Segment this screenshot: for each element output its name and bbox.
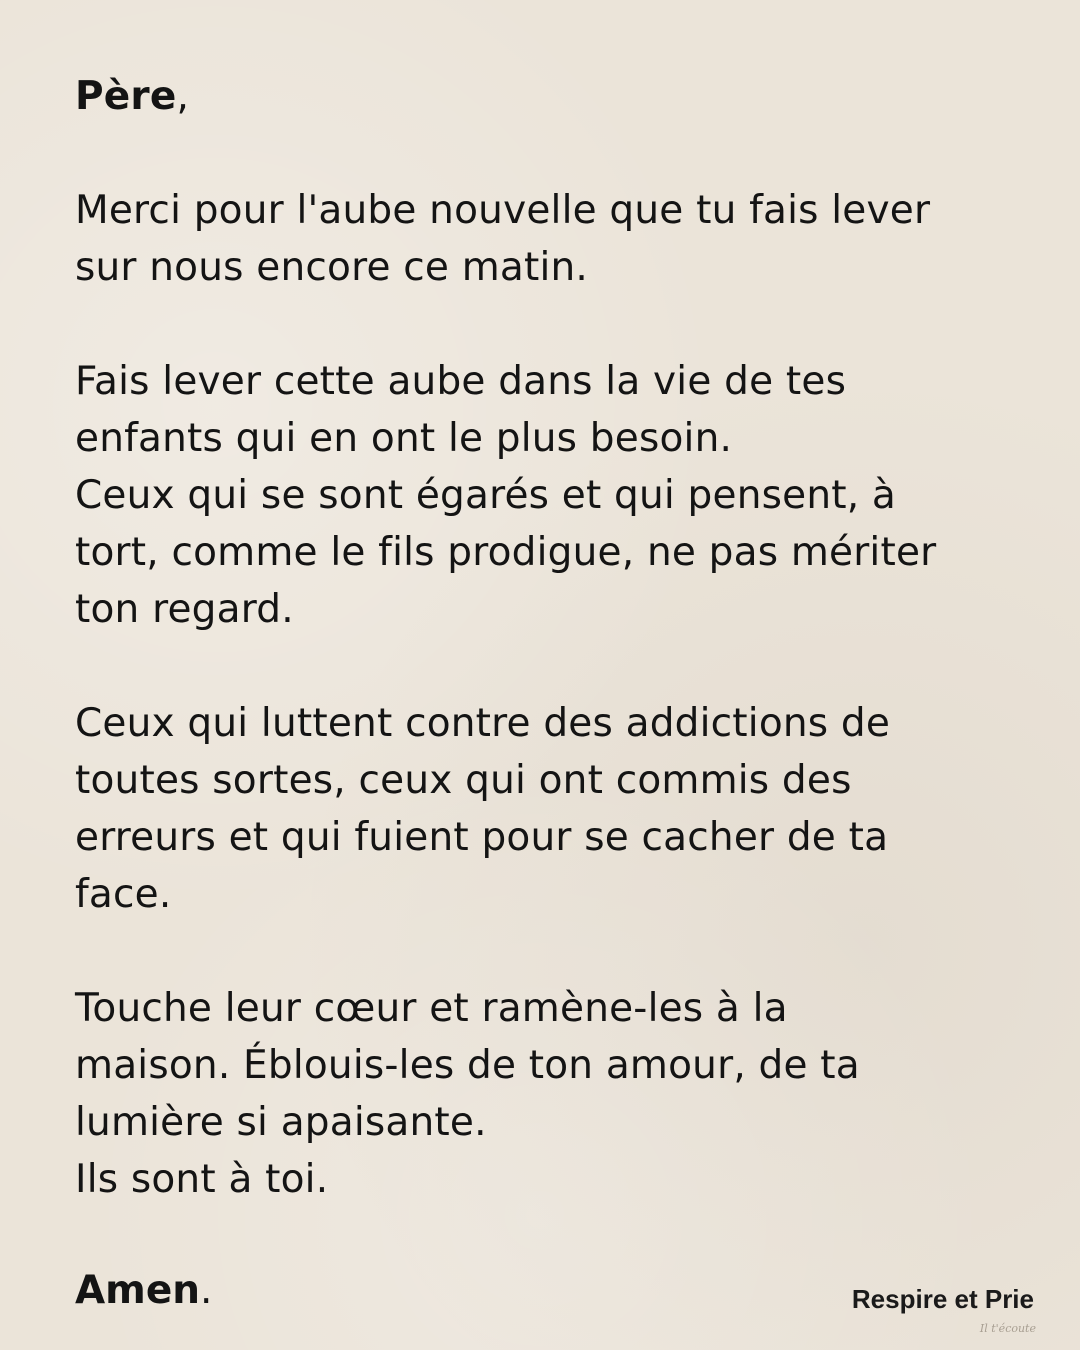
paragraph-gap — [75, 125, 1035, 182]
paragraph-line: Ceux qui luttent contre des addictions de — [75, 701, 891, 746]
paragraph-line: Ceux qui se sont égarés et qui pensent, à — [75, 473, 897, 518]
greeting-punct: , — [176, 74, 190, 119]
paragraph-gap — [75, 923, 1035, 980]
paragraph-2 — [75, 353, 1035, 638]
paragraph-line: Touche leur cœur et ramène-les à la — [75, 986, 788, 1031]
paragraph-3 — [75, 695, 1035, 923]
greeting-line — [75, 68, 1035, 125]
paragraph-gap — [75, 296, 1035, 353]
closing-line — [75, 1262, 212, 1319]
prayer-text — [75, 68, 1035, 1208]
greeting-word: Père — [75, 74, 177, 119]
paragraph-line: sur nous encore ce matin. — [75, 245, 589, 290]
paragraph-line: lumière si apaisante. — [75, 1100, 487, 1145]
paragraph-line: Fais lever cette aube dans la vie de tes — [75, 359, 847, 404]
paragraph-1 — [75, 182, 1035, 296]
closing-word: Amen — [75, 1268, 201, 1313]
brand-signature: Respire et Prie — [851, 1284, 1034, 1314]
closing-punct: . — [200, 1268, 213, 1313]
paragraph-line: toutes sortes, ceux qui ont commis des — [75, 758, 852, 803]
paragraph-line: Merci pour l'aube nouvelle que tu fais lever — [75, 188, 931, 233]
paragraph-line: erreurs et qui fuient pour se cacher de ta — [75, 815, 889, 860]
paragraph-line: enfants qui en ont le plus besoin. — [75, 416, 733, 461]
paragraph-line: tort, comme le fils prodigue, ne pas mériter — [75, 530, 937, 575]
paragraph-line: Ils sont à toi. — [75, 1157, 329, 1202]
paragraph-line: ton regard. — [75, 587, 294, 632]
paragraph-4 — [75, 980, 1035, 1208]
paragraph-line: face. — [75, 872, 172, 917]
watermark-text: Il t'écoute — [979, 1322, 1036, 1335]
paragraph-line: maison. Éblouis-les de ton amour, de ta — [75, 1043, 860, 1088]
paragraph-gap — [75, 638, 1035, 695]
